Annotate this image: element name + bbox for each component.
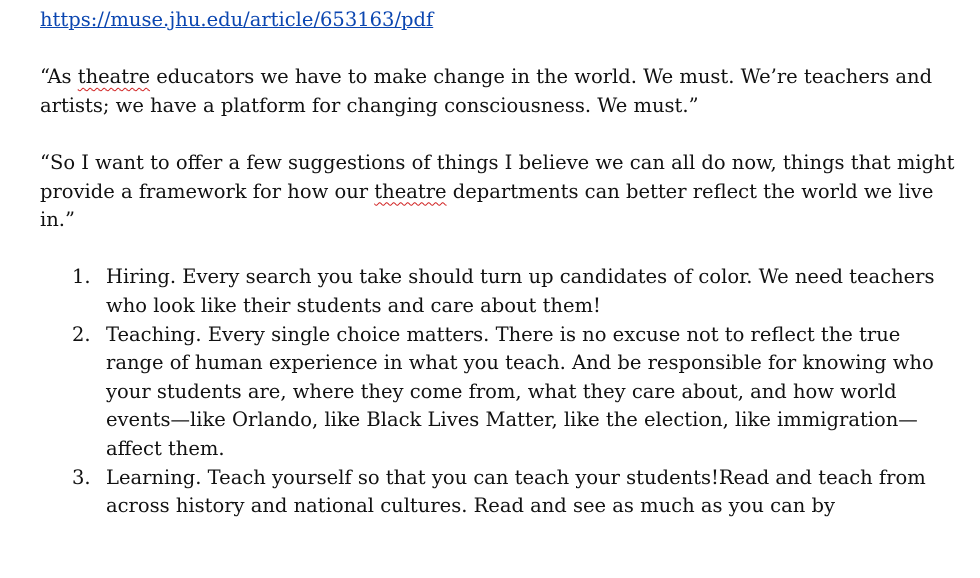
quote-1-text-start: “As	[40, 65, 78, 89]
list-item-number: 2.	[72, 322, 91, 346]
list-item[interactable]	[40, 464, 960, 521]
spellcheck-flagged-word[interactable]: theatre	[77, 65, 151, 89]
blank-line	[40, 235, 960, 264]
blank-line	[40, 35, 960, 64]
numbered-list	[40, 263, 960, 520]
list-item[interactable]	[40, 263, 960, 320]
list-item[interactable]	[40, 321, 960, 464]
list-item-text: Teaching. Every single choice matters. There is no excuse not to reflect the true range of human experience in what you teach. And be responsible for knowing who your students are, where they come from, what they care about, and how world events—like Orlando, like Black Lives Matter, like the election, like immigration—affect them.	[106, 322, 934, 460]
quote-paragraph-1[interactable]	[40, 63, 960, 120]
quote-2-text-start: “So I want to offer a few suggestions of things I believe we can all do now, things that might provide a framework for how our	[40, 150, 955, 203]
list-item-number: 1.	[72, 265, 91, 289]
list-item-number: 3.	[72, 465, 91, 489]
article-link[interactable]: https://muse.jhu.edu/article/653163/pdf	[40, 8, 434, 31]
quote-1-text-end: educators we have to make change in the world. We must. We’re teachers and artists; we have a platform for changing consciousness. We must.”	[40, 65, 933, 117]
quote-2-text-end: departments can better reflect the world we live in.”	[40, 179, 934, 232]
blank-line	[40, 120, 960, 149]
list-item-text: Learning. Teach yourself so that you can teach your students!Read and teach from across history and national cultures. Read and see as much as you can by	[106, 465, 926, 518]
document-body	[40, 6, 960, 521]
quote-paragraph-2[interactable]	[40, 149, 960, 235]
spellcheck-flagged-word[interactable]: theatre	[374, 179, 447, 203]
list-item-text: Hiring. Every search you take should turn up candidates of color. We need teachers who look like their students and care about them!	[106, 265, 935, 317]
